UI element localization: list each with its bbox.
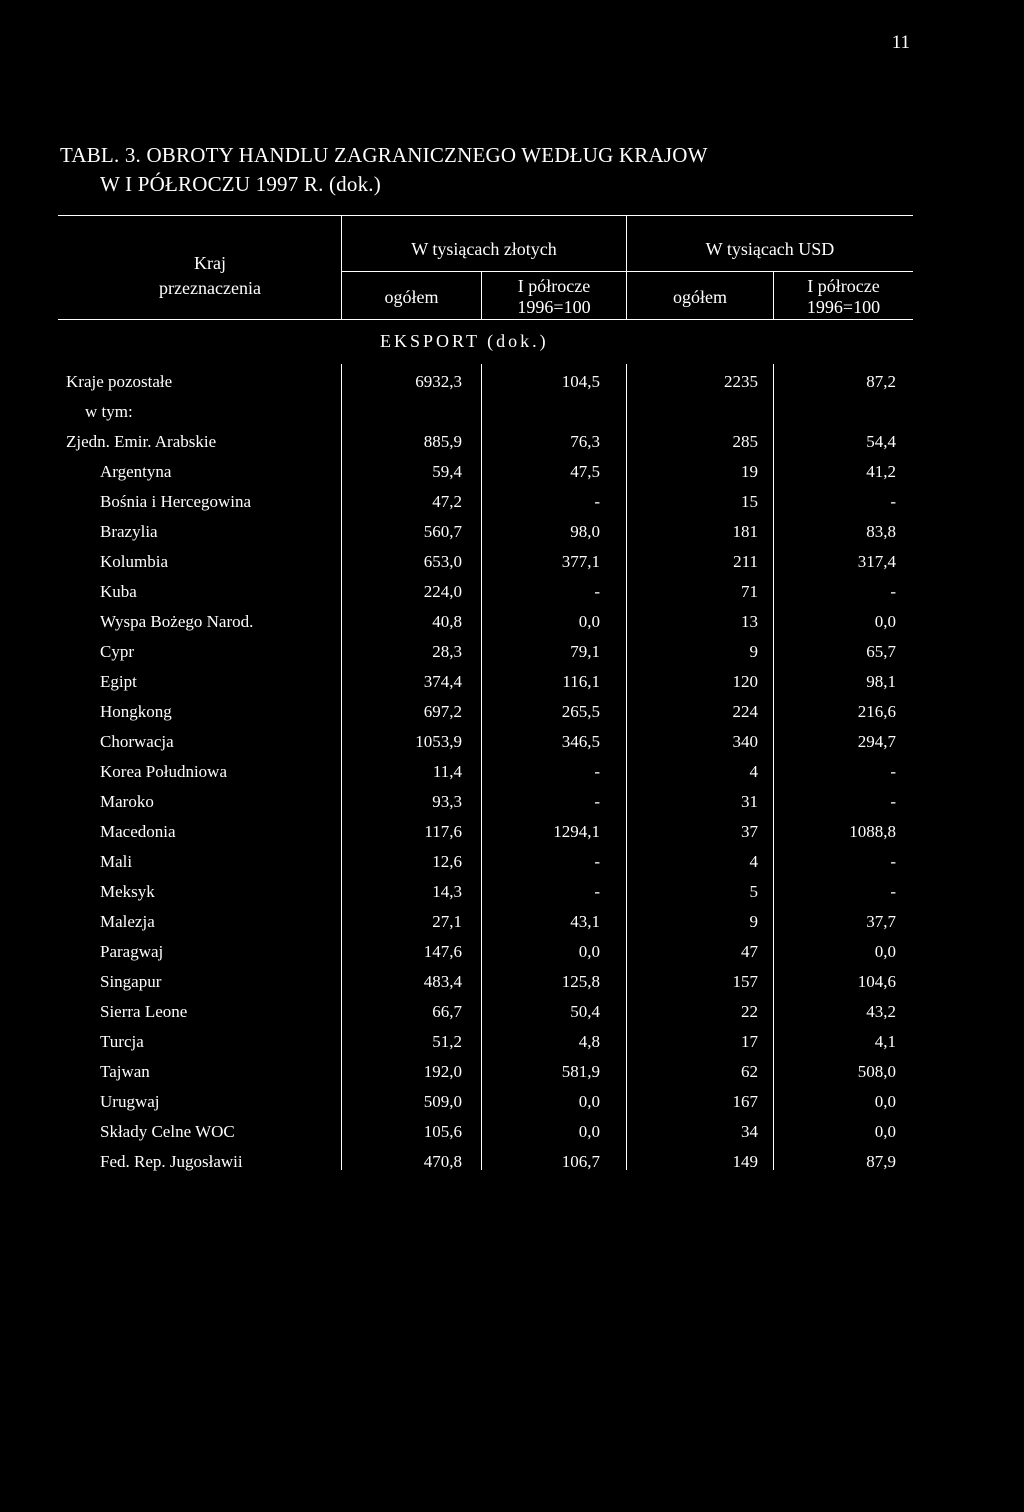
usd-total-value: 15 (741, 492, 758, 511)
table-row (0, 912, 1024, 940)
pln-total-value: 40,8 (432, 612, 462, 631)
header-top-rule (58, 215, 913, 216)
table-row (0, 1092, 1024, 1120)
table-row (0, 432, 1024, 460)
pln-index-value: - (594, 762, 600, 781)
table-row (0, 462, 1024, 490)
pln-index-value: 47,5 (570, 462, 600, 481)
country-name: Egipt (100, 672, 137, 691)
pln-index-value: 116,1 (562, 672, 600, 691)
country-header (120, 253, 300, 299)
usd-total-value: 31 (741, 792, 758, 811)
pln-total-value: 12,6 (432, 852, 462, 871)
country-name: Singapur (100, 972, 162, 991)
usd-index-value: - (890, 492, 896, 511)
usd-half-header (774, 276, 913, 318)
table-row (0, 402, 1024, 430)
country-name: Tajwan (100, 1062, 150, 1081)
table-row (0, 552, 1024, 580)
usd-total-value: 181 (732, 522, 758, 541)
country-name: Korea Południowa (100, 762, 228, 781)
pln-index-value: 43,1 (570, 912, 600, 931)
country-name: Składy Celne WOC (100, 1122, 235, 1141)
country-name: Turcja (100, 1032, 144, 1051)
usd-total-value: 120 (732, 672, 758, 691)
table-row (0, 702, 1024, 730)
pln-index-value: 265,5 (561, 702, 600, 721)
usd-index-value: 43,2 (866, 1002, 896, 1021)
country-name: Malezja (100, 912, 155, 931)
country-name: Brazylia (100, 522, 158, 541)
pln-total-value: 59,4 (432, 462, 462, 481)
pln-index-value: 0,0 (578, 1092, 600, 1111)
pln-total-value: 147,6 (423, 942, 462, 961)
country-name: Macedonia (100, 822, 176, 841)
usd-index-value: 87,2 (866, 372, 896, 391)
table-row (0, 942, 1024, 970)
usd-total-value: 4 (749, 762, 758, 781)
table-row (0, 1002, 1024, 1030)
pln-total-value: 483,4 (423, 972, 462, 991)
usd-index-value: - (890, 762, 896, 781)
pln-index-value: - (594, 492, 600, 511)
table-row (0, 642, 1024, 670)
country-name: Argentyna (100, 462, 172, 481)
usd-total-value: 13 (741, 612, 758, 631)
usd-total-value: 167 (732, 1092, 758, 1111)
table-row (0, 672, 1024, 700)
pln-total-value: 653,0 (423, 552, 462, 571)
usd-index-value: 0,0 (874, 1122, 896, 1141)
usd-index-value: 65,7 (866, 642, 896, 661)
pln-group-header: W tysiącach złotych (411, 239, 557, 259)
country-header-line2: przeznaczenia (159, 278, 261, 298)
pln-index-value: 106,7 (561, 1152, 600, 1171)
country-name: Wyspa Bożego Narod. (100, 612, 254, 631)
usd-index-value: 508,0 (857, 1062, 896, 1081)
pln-index-value: 79,1 (570, 642, 600, 661)
usd-total-value: 62 (741, 1062, 758, 1081)
table-row (0, 792, 1024, 820)
usd-group-header: W tysiącach USD (705, 239, 835, 259)
table-row (0, 372, 1024, 400)
pln-index-value: 125,8 (561, 972, 600, 991)
usd-total-value: 17 (741, 1032, 758, 1051)
pln-total-value: 374,4 (423, 672, 462, 691)
table-row (0, 492, 1024, 520)
usd-total-value: 9 (749, 912, 758, 931)
usd-total-value: 47 (741, 942, 758, 961)
usd-total-value: 71 (741, 582, 758, 601)
pln-index-value: 0,0 (578, 942, 600, 961)
pln-index-value: 4,8 (578, 1032, 600, 1051)
usd-index-value: 54,4 (866, 432, 896, 451)
table-row (0, 582, 1024, 610)
usd-index-value: 294,7 (857, 732, 896, 751)
usd-total-header: ogółem (673, 287, 727, 307)
table-row (0, 762, 1024, 790)
country-name: Meksyk (100, 882, 155, 901)
table-row (0, 1032, 1024, 1060)
usd-index-value: - (890, 852, 896, 871)
country-name: Mali (100, 852, 133, 871)
pln-total-value: 117,6 (424, 822, 462, 841)
usd-index-value: 1088,8 (849, 822, 896, 841)
pln-index-value: 1294,1 (553, 822, 600, 841)
country-header-line1: Kraj (194, 253, 226, 273)
usd-total-value: 5 (749, 882, 758, 901)
country-name: Kraje pozostałe (66, 372, 173, 391)
country-name: Maroko (100, 792, 154, 811)
table-row (0, 732, 1024, 760)
country-name: Hongkong (100, 702, 172, 721)
usd-total-value: 285 (732, 432, 758, 451)
usd-index-value: 87,9 (866, 1152, 896, 1171)
usd-total-value: 37 (741, 822, 758, 841)
pln-total-value: 560,7 (423, 522, 462, 541)
pln-total-value: 93,3 (432, 792, 462, 811)
usd-index-value: 0,0 (874, 612, 896, 631)
usd-index-value: - (890, 582, 896, 601)
section-label: EKSPORT (dok.) (380, 331, 549, 351)
pln-index-value: 346,5 (561, 732, 600, 751)
usd-total-value: 211 (733, 552, 758, 571)
usd-total-value: 149 (732, 1152, 758, 1171)
pln-total-value: 28,3 (432, 642, 462, 661)
pln-total-value: 14,3 (432, 882, 462, 901)
pln-half-header (482, 276, 626, 318)
pln-index-value: 581,9 (561, 1062, 600, 1081)
usd-total-value: 9 (749, 642, 758, 661)
country-name: Urugwaj (100, 1092, 160, 1111)
pln-index-value: - (594, 582, 600, 601)
usd-total-value: 4 (749, 852, 758, 871)
country-name: Kuba (100, 582, 137, 601)
usd-half-header-line1: I półrocze (807, 276, 880, 296)
usd-total-value: 157 (732, 972, 758, 991)
pln-total-value: 470,8 (423, 1152, 462, 1171)
pln-index-value: 98,0 (570, 522, 600, 541)
table-title-line2: W I PÓŁROCZU 1997 R. (dok.) (100, 172, 381, 196)
usd-total-value: 34 (741, 1122, 758, 1141)
usd-half-header-line2: 1996=100 (806, 297, 881, 317)
pln-total-value: 11,4 (432, 762, 462, 781)
pln-index-value: - (594, 792, 600, 811)
usd-total-value: 224 (732, 702, 758, 721)
usd-total-value: 2235 (724, 372, 758, 391)
usd-index-value: - (890, 882, 896, 901)
country-name: Fed. Rep. Jugosławii (100, 1152, 243, 1171)
pln-index-value: 104,5 (561, 372, 600, 391)
country-name: Bośnia i Hercegowina (100, 492, 252, 511)
country-name: Zjedn. Emir. Arabskie (66, 432, 217, 451)
pln-index-value: 0,0 (578, 1122, 600, 1141)
pln-total-value: 224,0 (423, 582, 462, 601)
page-number: 11 (891, 32, 910, 53)
pln-total-value: 1053,9 (415, 732, 462, 751)
usd-index-value: 4,1 (874, 1032, 896, 1051)
pln-total-value: 51,2 (432, 1032, 462, 1051)
table-title-line1: TABL. 3. OBROTY HANDLU ZAGRANICZNEGO WEDŁUG KRAJOW (60, 143, 708, 167)
pln-index-value: 50,4 (570, 1002, 600, 1021)
table-row (0, 1122, 1024, 1150)
usd-total-value: 340 (732, 732, 758, 751)
country-name: Paragwaj (100, 942, 164, 961)
pln-total-value: 885,9 (423, 432, 462, 451)
pln-total-value: 47,2 (432, 492, 462, 511)
usd-index-value: 104,6 (857, 972, 896, 991)
pln-total-value: 192,0 (423, 1062, 462, 1081)
header-bottom-rule (58, 319, 913, 320)
usd-index-value: 0,0 (874, 942, 896, 961)
usd-index-value: 83,8 (866, 522, 896, 541)
country-name: Sierra Leone (100, 1002, 188, 1021)
pln-half-header-line1: I półrocze (517, 276, 591, 296)
pln-half-header-line2: 1996=100 (517, 297, 591, 317)
usd-index-value: 216,6 (857, 702, 896, 721)
table-row (0, 882, 1024, 910)
usd-index-value: 0,0 (874, 1092, 896, 1111)
country-name: Chorwacja (100, 732, 174, 751)
pln-index-value: - (594, 882, 600, 901)
usd-index-value: 98,1 (866, 672, 896, 691)
usd-index-value: 37,7 (866, 912, 896, 931)
pln-index-value: 76,3 (570, 432, 600, 451)
table-row (0, 852, 1024, 880)
table-row (0, 972, 1024, 1000)
header-mid-rule (341, 271, 913, 272)
country-name: Cypr (100, 642, 134, 661)
pln-total-header: ogółem (384, 287, 439, 307)
table-row (0, 522, 1024, 550)
pln-total-value: 27,1 (432, 912, 462, 931)
table-row (0, 822, 1024, 850)
table-row (0, 1152, 1024, 1180)
pln-total-value: 105,6 (423, 1122, 462, 1141)
country-name: w tym: (85, 402, 133, 421)
usd-total-value: 19 (741, 462, 758, 481)
pln-index-value: 0,0 (578, 612, 600, 631)
pln-index-value: - (594, 852, 600, 871)
pln-index-value: 377,1 (561, 552, 600, 571)
table-row (0, 1062, 1024, 1090)
table-row (0, 612, 1024, 640)
pln-total-value: 697,2 (423, 702, 462, 721)
country-name: Kolumbia (100, 552, 168, 571)
usd-index-value: - (890, 792, 896, 811)
usd-index-value: 317,4 (857, 552, 896, 571)
pln-total-value: 66,7 (432, 1002, 462, 1021)
pln-total-value: 6932,3 (415, 372, 462, 391)
usd-total-value: 22 (741, 1002, 758, 1021)
pln-total-value: 509,0 (423, 1092, 462, 1111)
usd-index-value: 41,2 (866, 462, 896, 481)
